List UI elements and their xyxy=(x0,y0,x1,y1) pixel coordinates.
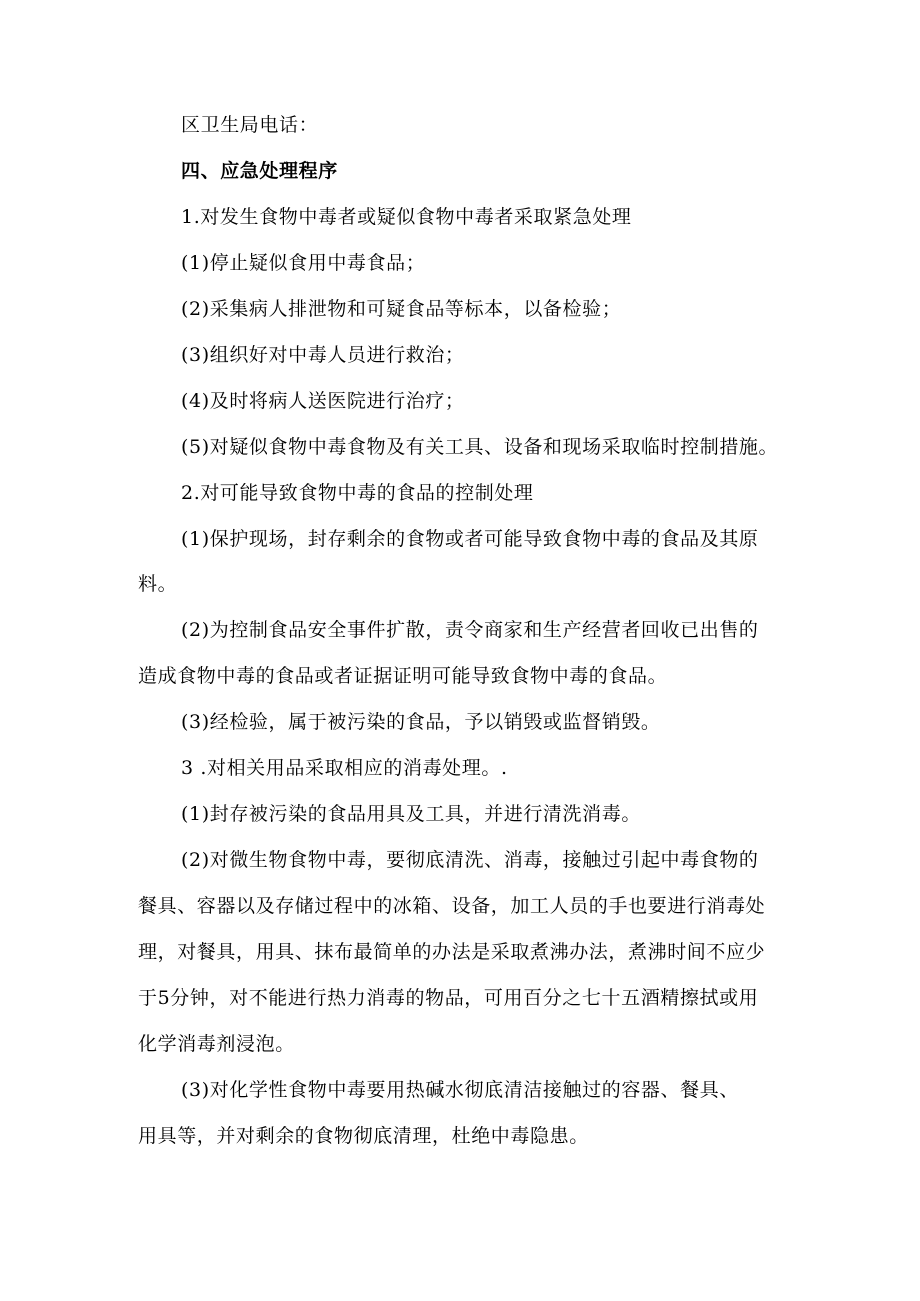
item-1-1: (1)停止疑似食用中毒食品； xyxy=(181,252,426,274)
section-heading-emergency-procedure: 四、应急处理程序 xyxy=(181,160,338,182)
item-1-4: (4)及时将病人送医院进行治疗； xyxy=(181,390,465,412)
item-1-5: (5)对疑似食物中毒食物及有关工具、设备和现场采取临时控制措施。 xyxy=(181,436,779,458)
item-3-2-line-1: (2)对微生物食物中毒，要彻底清洗、消毒，接触过引起中毒食物的 xyxy=(181,849,759,871)
item-3-2-line-3: 理，对餐具，用具、抹布最简单的办法是采取煮沸办法，煮沸时间不应少 xyxy=(138,941,766,963)
item-3-heading: 3 .对相关用品采取相应的消毒处理。. xyxy=(181,757,508,779)
item-1-heading: 1.对发生食物中毒者或疑似食物中毒者采取紧急处理 xyxy=(181,206,632,228)
item-1-3: (3)组织好对中毒人员进行救治； xyxy=(181,344,465,366)
item-2-1-line-1: (1)保护现场，封存剩余的食物或者可能导致食物中毒的食品及其原 xyxy=(181,528,759,550)
item-2-2-line-1: (2)为控制食品安全事件扩散，责令商家和生产经营者回收已出售的 xyxy=(181,619,759,641)
district-health-bureau-phone: 区卫生局电话： xyxy=(181,114,319,136)
item-3-2-line-5: 化学消毒剂浸泡。 xyxy=(138,1033,295,1055)
item-2-1-line-2: 料。 xyxy=(138,573,178,595)
item-2-3: (3)经检验，属于被污染的食品，予以销毁或监督销毁。 xyxy=(181,711,661,733)
item-2-heading: 2.对可能导致食物中毒的食品的控制处理 xyxy=(181,482,534,504)
item-3-1: (1)封存被污染的食品用具及工具，并进行清洗消毒。 xyxy=(181,803,641,825)
item-3-2-line-2: 餐具、容器以及存储过程中的冰箱、设备，加工人员的手也要进行消毒处 xyxy=(138,895,766,917)
item-3-3-line-1: (3)对化学性食物中毒要用热碱水彻底清洁接触过的容器、餐具、 xyxy=(181,1079,739,1101)
item-1-2: (2)采集病人排泄物和可疑食品等标本，以备检验； xyxy=(181,298,622,320)
item-3-2-line-4: 于5分钟，对不能进行热力消毒的物品，可用百分之七十五酒精擦拭或用 xyxy=(138,987,759,1009)
item-3-3-line-2: 用具等，并对剩余的食物彻底清理，杜绝中毒隐患。 xyxy=(138,1125,589,1147)
item-2-2-line-2: 造成食物中毒的食品或者证据证明可能导致食物中毒的食品。 xyxy=(138,665,668,687)
